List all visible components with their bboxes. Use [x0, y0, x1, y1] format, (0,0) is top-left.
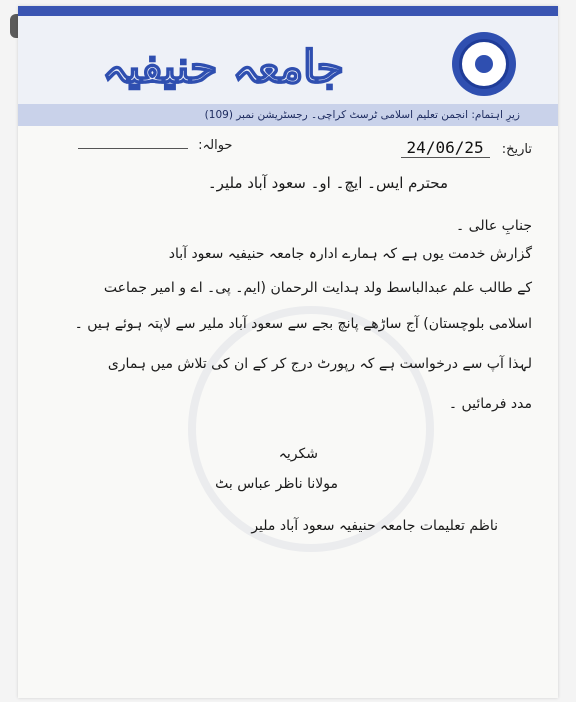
letter-page	[18, 6, 558, 698]
date-field	[401, 138, 532, 164]
signatory-title: ناظم تعلیمات جامعہ حنیفیہ سعود آباد ملیر	[251, 518, 498, 534]
letterhead-top-band	[18, 6, 558, 16]
date-label: تاریخ:	[501, 142, 532, 157]
body-line: مدد فرمائیں ۔	[448, 396, 532, 412]
body-line: گزارش خدمت یوں ہے کہ ہمارے ادارہ جامعہ حنیفیہ سعود آباد	[168, 246, 532, 262]
body-line: اسلامی بلوچستان) آج ساڑھے پانچ بجے سے سعود آباد ملیر سے لاپتہ ہوئے ہیں ۔	[74, 316, 532, 332]
body-line: کے طالب علم عبدالباسط ولد ہدایت الرحمان (ایم۔ پی۔ اے و امیر جماعت	[103, 280, 532, 296]
watermark-seal-icon	[188, 306, 434, 552]
closing-thanks: شکریہ	[278, 446, 318, 462]
institution-seal-icon	[452, 32, 516, 96]
registration-strip: زیرِ اہتمام: انجمن تعلیم اسلامی ٹرسٹ کراچی۔ رجسٹریشن نمبر (109)	[18, 104, 558, 126]
signatory-name: مولانا ناظر عباس بٹ	[215, 476, 338, 492]
seal-emblem-icon	[475, 55, 493, 73]
date-value: 24/06/25	[401, 138, 490, 158]
addressee-line: محترم ایس۔ ایچ۔ او۔ سعود آباد ملیر۔	[207, 174, 448, 192]
reference-blank-line	[78, 148, 188, 149]
reference-label: حوالہ:	[198, 138, 233, 153]
salutation: جنابِ عالی ۔	[456, 218, 532, 234]
institution-name: جامعہ حنیفیہ	[102, 41, 344, 93]
letterhead	[18, 16, 558, 104]
reference-field	[78, 138, 232, 164]
seal-inner-ring	[459, 39, 509, 89]
body-line: لہذا آپ سے درخواست ہے کہ رپورٹ درج کر کے ان کی تلاش میں ہماری	[107, 356, 532, 372]
